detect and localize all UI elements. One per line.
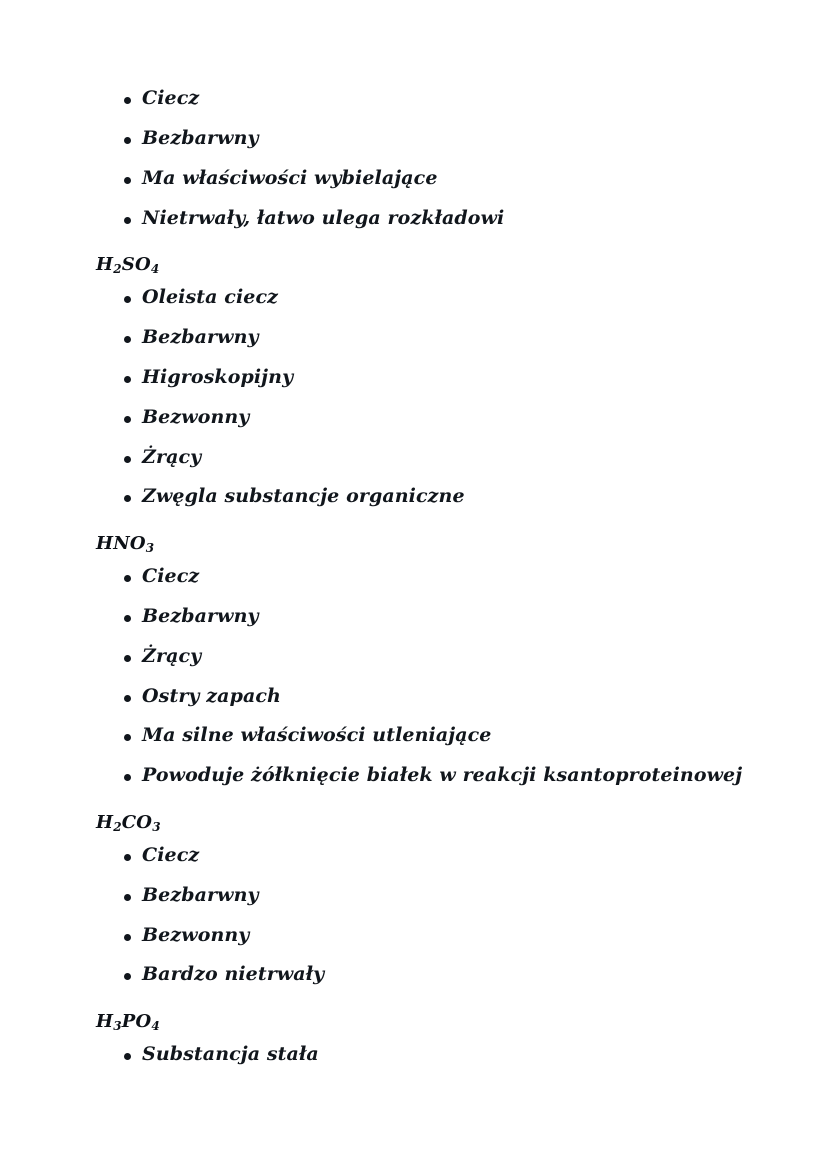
list-item: Zwęgla substancje organiczne — [96, 486, 756, 508]
list-item: Bezwonny — [96, 925, 756, 947]
list-item: Bezwonny — [96, 407, 756, 429]
document-section — [96, 88, 756, 229]
list-item: Nietrwały, łatwo ulega rozkładowi — [96, 208, 756, 230]
bullet-list — [96, 566, 756, 787]
heading-subscript: 4 — [150, 262, 160, 277]
heading-part: PO — [121, 1011, 152, 1033]
heading-subscript: 3 — [152, 820, 161, 835]
document-section — [96, 255, 756, 508]
list-item: Powoduje żółknięcie białek w reakcji ksantoproteinowej — [96, 765, 756, 787]
section-heading-hno3 — [96, 534, 756, 554]
heading-part: HNO — [96, 533, 146, 555]
list-item: Substancja stała — [96, 1044, 756, 1066]
heading-subscript: 2 — [113, 820, 122, 835]
list-item: Bezbarwny — [96, 606, 756, 628]
section-heading-h2so4 — [96, 255, 756, 275]
list-item: Bardzo nietrwały — [96, 964, 756, 986]
list-item: Ma silne właściwości utleniające — [96, 725, 756, 747]
heading-subscript: 3 — [113, 1019, 122, 1034]
list-item: Żrący — [96, 447, 756, 469]
list-item: Bezbarwny — [96, 128, 756, 150]
list-item: Ciecz — [96, 88, 756, 110]
heading-subscript: 2 — [113, 262, 122, 277]
bullet-list — [96, 845, 756, 986]
list-item: Ciecz — [96, 845, 756, 867]
heading-part: H — [96, 254, 114, 276]
list-item: Ostry zapach — [96, 686, 756, 708]
heading-part: H — [96, 1011, 114, 1033]
document-section — [96, 534, 756, 787]
list-item: Oleista ciecz — [96, 287, 756, 309]
heading-part: H — [96, 812, 114, 834]
heading-part: CO — [121, 812, 153, 834]
bullet-list — [96, 1044, 756, 1066]
heading-subscript: 4 — [151, 1019, 160, 1034]
heading-part: SO — [121, 254, 151, 276]
list-item: Bezbarwny — [96, 327, 756, 349]
list-item: Higroskopijny — [96, 367, 756, 389]
document-section — [96, 813, 756, 986]
document-section — [96, 1012, 756, 1066]
list-item: Żrący — [96, 646, 756, 668]
list-item: Ciecz — [96, 566, 756, 588]
document-content — [96, 88, 756, 1084]
bullet-list — [96, 88, 756, 229]
list-item: Ma właściwości wybielające — [96, 168, 756, 190]
bullet-list — [96, 287, 756, 508]
section-heading-h3po4 — [96, 1012, 756, 1032]
section-heading-h2co3 — [96, 813, 756, 833]
list-item: Bezbarwny — [96, 885, 756, 907]
heading-subscript: 3 — [145, 541, 155, 556]
